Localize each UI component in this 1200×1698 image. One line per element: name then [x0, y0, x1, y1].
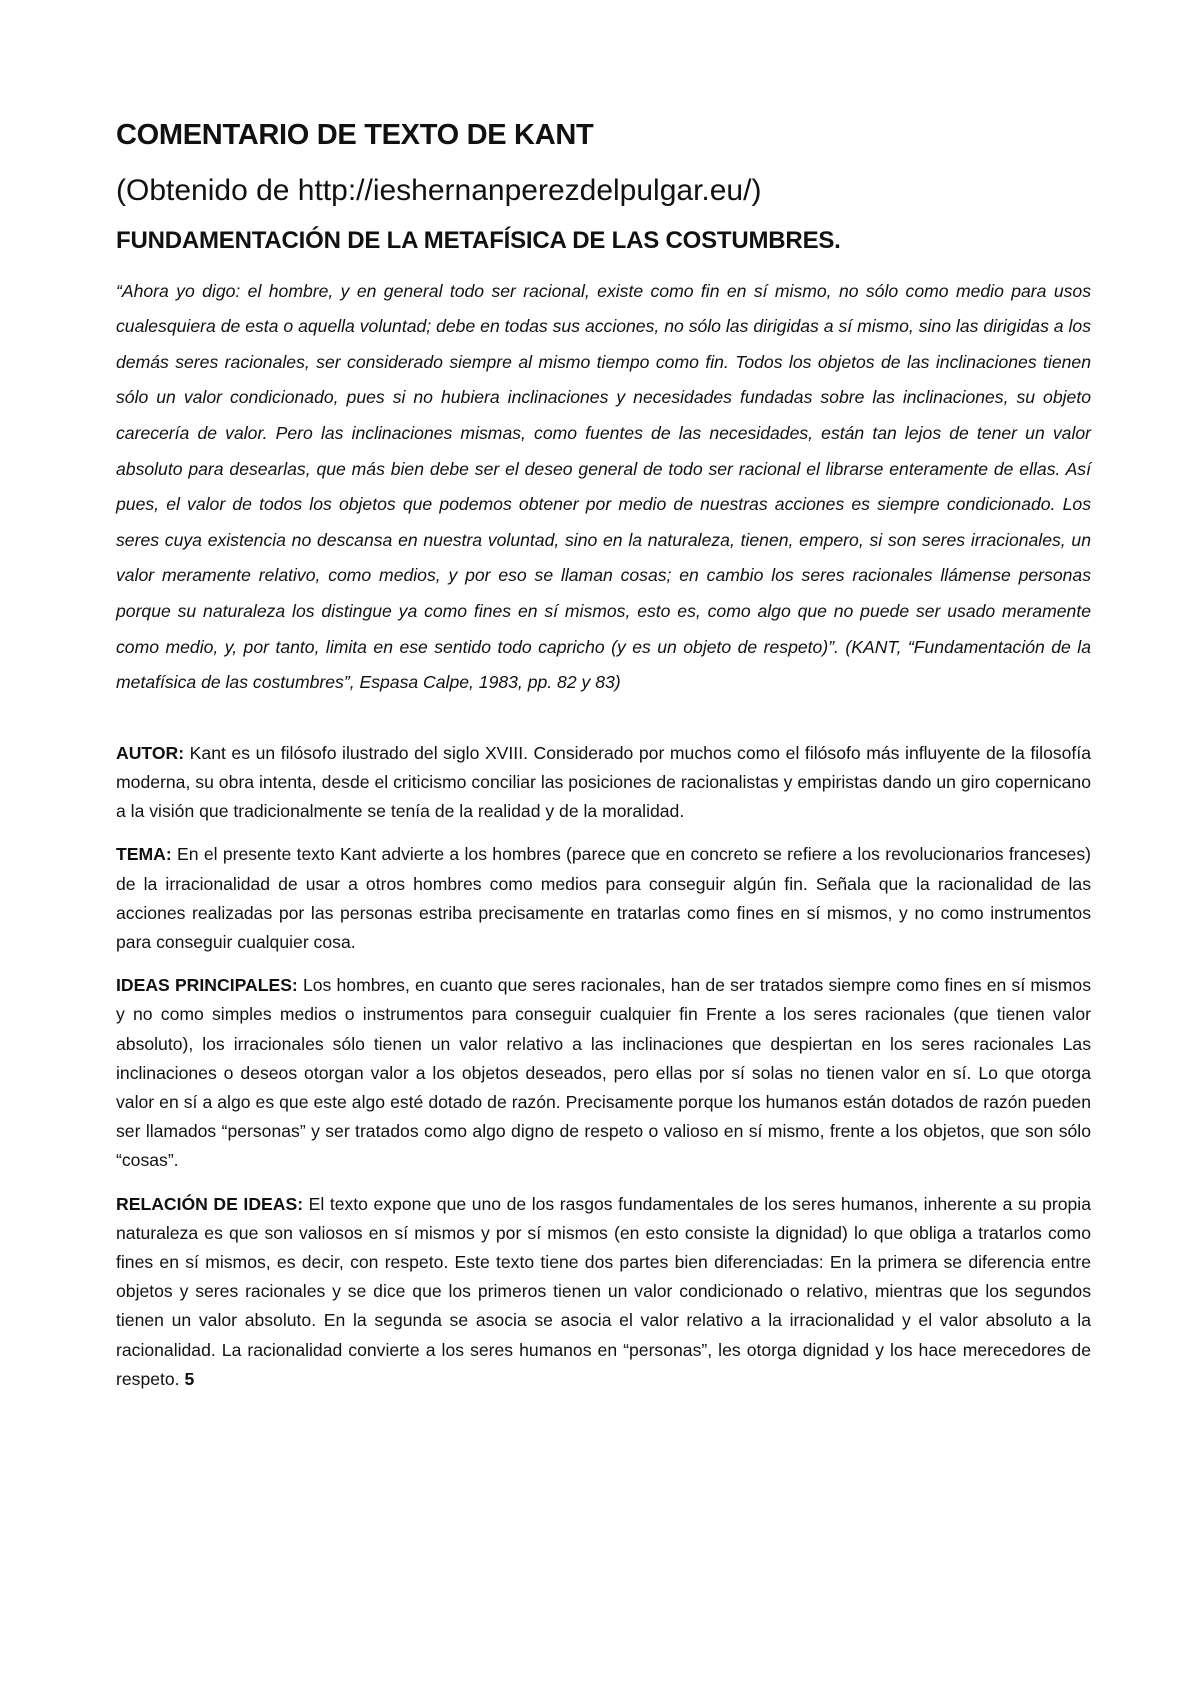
- section-autor: [116, 739, 1091, 827]
- section-relacion-de-ideas: [116, 1190, 1091, 1394]
- section-label-ideas-principales: IDEAS PRINCIPALES:: [116, 975, 298, 996]
- section-text-tema: En el presente texto Kant advierte a los hombres (parece que en concreto se refiere a los revolucionarios franceses) de la irracionalidad de usar a otros hombres como medios para conseguir algún fin. Señala que la racionalidad de las acciones realizadas por las personas estriba precisamente en tratarlas como fines en sí mismos, y no como instrumentos para conseguir cualquier cosa.: [116, 844, 1091, 952]
- document-title: COMENTARIO DE TEXTO DE KANT: [116, 119, 594, 151]
- source-line: (Obtenido de http://ieshernanperezdelpulgar.eu/): [116, 173, 762, 207]
- section-text-ideas-principales: Los hombres, en cuanto que seres racionales, han de ser tratados siempre como fines en sí mismos y no como simples medios o instrumentos para conseguir cualquier fin Frente a los seres racionales (que tienen valor absoluto), los irracionales sólo tienen un valor relativo a las inclinaciones que despiertan en los seres racionales Las inclinaciones o deseos otorgan valor a los objetos deseados, pero ellas por sí solas no tienen valor en sí. Lo que otorga valor en sí a algo es que este algo esté dotado de razón. Precisamente porque los humanos están dotados de razón pueden ser llamados “personas” y ser tratados como algo digno de respeto o valioso en sí mismo, frente a los objetos, que son sólo “cosas”.: [116, 975, 1091, 1171]
- section-score: 5: [184, 1368, 195, 1389]
- section-label-tema: TEMA:: [116, 844, 172, 865]
- section-text-autor: Kant es un filósofo ilustrado del siglo XVIII. Considerado por muchos como el filósofo más influyente de la filosofía moderna, su obra intenta, desde el criticismo conciliar las posiciones de racionalistas y empiristas dando un giro copernicano a la visión que tradicionalmente se tenía de la realidad y de la moralidad.: [116, 742, 1091, 822]
- section-text-relacion-de-ideas: El texto expone que uno de los rasgos fundamentales de los seres humanos, inherente a su propia naturaleza es que son valiosos en sí mismos y por sí mismos (en esto consiste la dignidad) lo que obliga a tratarlos como fines en sí mismos, es decir, con respeto. Este texto tiene dos partes bien diferenciadas: En la primera se diferencia entre objetos y seres racionales y se dice que los primeros tienen un valor condicionado o relativo, mientras que los segundos tienen un valor absoluto. En la segunda se asocia se asocia el valor relativo a la irracionalidad y el valor absoluto a la racionalidad. La racionalidad convierte a los seres humanos en “personas”, les otorga dignidad y los hace merecedores de respeto.: [116, 1193, 1091, 1389]
- kant-quote: “Ahora yo digo: el hombre, y en general todo ser racional, existe como fin en sí mismo, no sólo como medio para usos cualesquiera de esta o aquella voluntad; debe en todas sus acciones, no sólo las dirigidas a sí mismo, sino las dirigidas a los demás seres racionales, ser considerado siempre al mismo tiempo como fin. Todos los objetos de las inclinaciones tienen sólo un valor condicionado, pues si no hubiera inclinaciones y necesidades fundadas sobre las inclinaciones, su objeto carecería de valor. Pero las inclinaciones mismas, como fuentes de las necesidades, están tan lejos de tener un valor absoluto para desearlas, que más bien debe ser el deseo general de todo ser racional el librarse enteramente de ellas. Así pues, el valor de todos los objetos que podemos obtener por medio de nuestras acciones es siempre condicionado. Los seres cuya existencia no descansa en nuestra voluntad, sino en la naturaleza, tienen, empero, si son seres irracionales, un valor meramente relativo, como medios, y por eso se llaman cosas; en cambio los seres racionales llámense personas porque su naturaleza los distingue ya como fines en sí mismos, esto es, como algo que no puede ser usado meramente como medio, y, por tanto, limita en ese sentido todo capricho (y es un objeto de respeto)”. (KANT, “Fundamentación de la metafísica de las costumbres”, Espasa Calpe, 1983, pp. 82 y 83): [116, 280, 1091, 693]
- section-label-relacion-de-ideas: RELACIÓN DE IDEAS:: [116, 1193, 304, 1214]
- section-label-autor: AUTOR:: [116, 742, 185, 763]
- section-ideas-principales: [116, 971, 1091, 1175]
- document-page: [116, 118, 1091, 1408]
- document-subtitle: FUNDAMENTACIÓN DE LA METAFÍSICA DE LAS COSTUMBRES.: [116, 226, 841, 254]
- section-tema: [116, 840, 1091, 957]
